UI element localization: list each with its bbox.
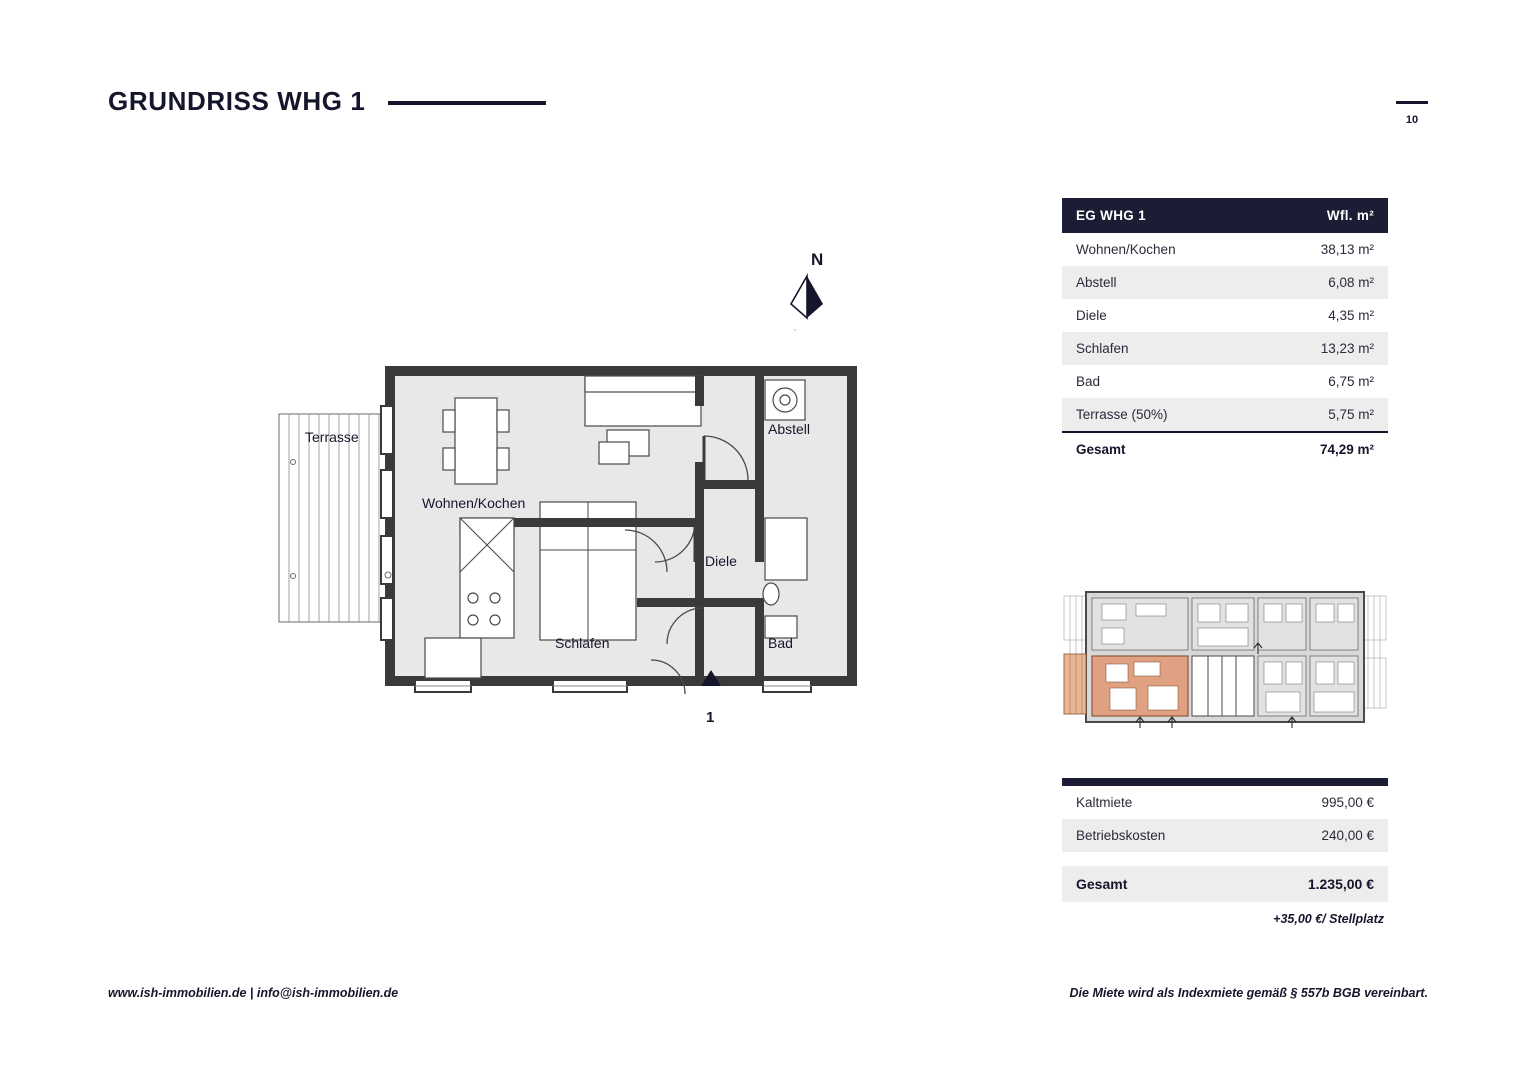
north-arrow — [791, 250, 823, 318]
price-row-label: Kaltmiete — [1062, 786, 1255, 819]
area-total-row — [1062, 432, 1388, 466]
price-total-label: Gesamt — [1076, 876, 1128, 892]
table-row — [1062, 786, 1388, 819]
price-section-bar — [1062, 778, 1388, 786]
area-row-label: Bad — [1062, 365, 1260, 398]
area-row-value: 13,23 m² — [1260, 332, 1388, 365]
area-row-value: 6,75 m² — [1260, 365, 1388, 398]
area-table-header — [1062, 198, 1388, 233]
area-row-label: Abstell — [1062, 266, 1260, 299]
table-row — [1062, 299, 1388, 332]
area-row-label: Terrasse (50%) — [1062, 398, 1260, 432]
area-row-value: 5,75 m² — [1260, 398, 1388, 432]
footer-legal-note: Die Miete wird als Indexmiete gemäß § 557b BGB vereinbart. — [1069, 986, 1428, 1000]
page-number: 10 — [1405, 114, 1419, 126]
table-row — [1062, 332, 1388, 365]
footer-contact[interactable]: www.ish-immobilien.de | info@ish-immobilien.de — [108, 986, 399, 1000]
table-row — [1062, 266, 1388, 299]
floor-plan — [255, 230, 895, 750]
area-row-label: Wohnen/Kochen — [1062, 233, 1260, 266]
parking-note: +35,00 €/ Stellplatz — [1273, 912, 1384, 926]
price-table — [1062, 786, 1388, 852]
area-row-value: 38,13 m² — [1260, 233, 1388, 266]
table-row — [1062, 398, 1388, 432]
price-section — [1062, 778, 1388, 926]
area-total-value: 74,29 m² — [1260, 432, 1388, 466]
table-row — [1062, 365, 1388, 398]
area-row-label: Schlafen — [1062, 332, 1260, 365]
page-number-rule — [1396, 101, 1428, 104]
price-total-value: 1.235,00 € — [1307, 876, 1374, 892]
area-row-label: Diele — [1062, 299, 1260, 332]
key-plan-thumbnail — [1062, 588, 1388, 748]
area-table — [1062, 198, 1388, 466]
abstell-fixtures — [765, 380, 805, 420]
area-row-value: 4,35 m² — [1260, 299, 1388, 332]
table-row — [1062, 233, 1388, 266]
svg-text:Bad: Bad — [768, 635, 793, 651]
svg-text:Terrasse: Terrasse — [305, 429, 359, 445]
price-row-value: 240,00 € — [1255, 819, 1388, 852]
terrace-area — [279, 414, 391, 622]
price-total-row — [1062, 866, 1388, 902]
svg-text:1: 1 — [706, 709, 715, 726]
area-table-header-area: Wfl. m² — [1260, 198, 1388, 233]
highlighted-unit — [1064, 654, 1188, 716]
svg-text:Wohnen/Kochen: Wohnen/Kochen — [422, 495, 526, 511]
svg-text:Diele: Diele — [705, 553, 737, 569]
area-info-column — [1062, 198, 1388, 466]
svg-text:N: N — [811, 250, 824, 269]
price-row-value: 995,00 € — [1255, 786, 1388, 819]
price-row-label: Betriebskosten — [1062, 819, 1255, 852]
table-row — [1062, 819, 1388, 852]
svg-text:Abstell: Abstell — [768, 421, 811, 437]
title-rule — [388, 101, 546, 105]
area-total-label: Gesamt — [1062, 432, 1260, 466]
page-title: GRUNDRISS WHG 1 — [108, 86, 366, 116]
svg-text:Schlafen: Schlafen — [555, 635, 610, 651]
area-row-value: 6,08 m² — [1260, 266, 1388, 299]
area-table-header-unit: EG WHG 1 — [1062, 198, 1260, 233]
